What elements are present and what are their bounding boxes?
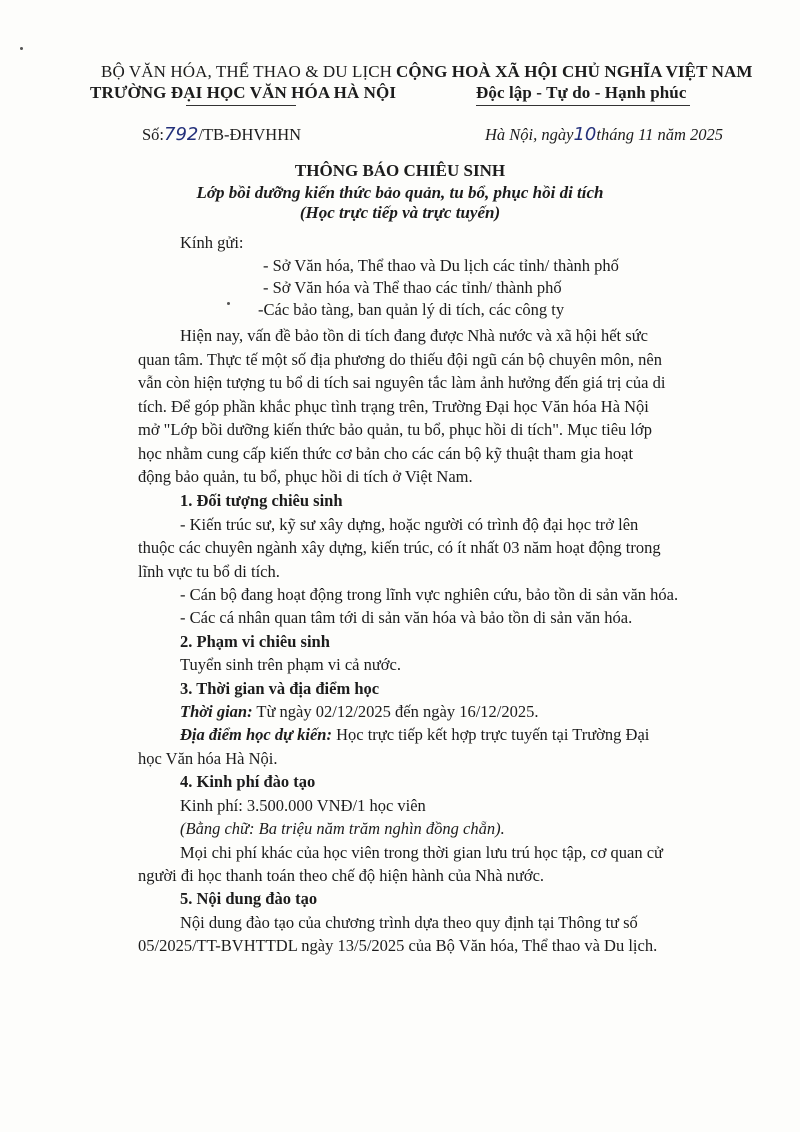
recipient-item: - Sở Văn hóa, Thể thao và Du lịch các tỉnh/ thành phố bbox=[263, 256, 619, 275]
section-1-line: thuộc các chuyên ngành xây dựng, kiến trúc, có ít nhất 03 năm hoạt động trong bbox=[138, 538, 661, 557]
intro-line: quan tâm. Thực tế một số địa phương do thiếu đội ngũ cán bộ chuyên môn, nên bbox=[138, 350, 662, 369]
intro-line: động bảo quản, tu bổ, phục hồi di tích ở Việt Nam. bbox=[138, 467, 473, 486]
place-value: Học trực tiếp kết hợp trực tuyến tại Trường Đại bbox=[331, 725, 650, 744]
notice-title: THÔNG BÁO CHIÊU SINH bbox=[294, 161, 506, 180]
motto-underline bbox=[476, 105, 690, 106]
intro-line: Hiện nay, vấn đề bảo tồn di tích đang được Nhà nước và xã hội hết sức bbox=[180, 326, 648, 345]
national-motto: Độc lập - Tự do - Hạnh phúc bbox=[476, 83, 687, 102]
section-5-line: Nội dung đào tạo của chương trình dựa theo quy định tại Thông tư số bbox=[180, 913, 638, 932]
scan-speck bbox=[227, 302, 230, 305]
handwritten-number: 792 bbox=[164, 124, 199, 145]
section-1-heading: 1. Đối tượng chiêu sinh bbox=[180, 491, 343, 510]
section-1-line: - Các cá nhân quan tâm tới di sản văn hóa và bảo tồn di sản văn hóa. bbox=[180, 608, 633, 627]
issue-date bbox=[485, 124, 723, 145]
university-underline bbox=[186, 105, 296, 106]
section-1-line: - Cán bộ đang hoạt động trong lĩnh vực nghiên cứu, bảo tồn di sản văn hóa. bbox=[180, 585, 679, 604]
ministry-name: BỘ VĂN HÓA, THỂ THAO & DU LỊCH bbox=[101, 62, 393, 81]
republic-name: CỘNG HOÀ XÃ HỘI CHỦ NGHĨA VIỆT NAM bbox=[396, 62, 753, 81]
handwritten-day: 10 bbox=[573, 124, 597, 145]
reference-number bbox=[142, 124, 301, 145]
section-5-heading: 5. Nội dung đào tạo bbox=[180, 889, 318, 908]
date-place: Hà Nội, ngày bbox=[485, 125, 574, 144]
reference-suffix: /TB-ĐHVHHN bbox=[198, 125, 302, 144]
intro-line: tích. Để góp phần khắc phục tình trạng trên, Trường Đại học Văn hóa Hà Nội bbox=[138, 397, 649, 416]
section-3-heading: 3. Thời gian và địa điểm học bbox=[180, 679, 380, 698]
notice-mode: (Học trực tiếp và trực tuyến) bbox=[299, 203, 501, 222]
tuition-fee: Kinh phí: 3.500.000 VNĐ/1 học viên bbox=[180, 796, 426, 815]
tuition-fee-words: (Bằng chữ: Ba triệu năm trăm nghìn đồng chẵn). bbox=[180, 819, 505, 838]
recipient-item: -Các bảo tàng, ban quản lý di tích, các công ty bbox=[258, 300, 565, 319]
section-1-line: - Kiến trúc sư, kỹ sư xây dựng, hoặc người có trình độ đại học trở lên bbox=[180, 515, 639, 534]
date-rest: tháng 11 năm 2025 bbox=[596, 125, 724, 144]
section-2-heading: 2. Phạm vi chiêu sinh bbox=[180, 632, 330, 651]
reference-prefix: Số: bbox=[142, 125, 165, 144]
intro-line: vẫn còn hiện tượng tu bổ di tích sai nguyên tắc làm ảnh hưởng đến giá trị của di bbox=[138, 373, 666, 392]
time-label: Thời gian: bbox=[180, 702, 253, 721]
study-place bbox=[180, 725, 649, 745]
intro-line: mở "Lớp bồi dưỡng kiến thức bảo quản, tu bổ, phục hồi di tích". Mục tiêu lớp bbox=[138, 420, 652, 439]
other-costs-line: Mọi chi phí khác của học viên trong thời gian lưu trú học tập, cơ quan cử bbox=[180, 843, 664, 862]
place-label: Địa điểm học dự kiến: bbox=[180, 725, 332, 744]
section-2-line: Tuyển sinh trên phạm vi cả nước. bbox=[180, 655, 401, 674]
intro-line: học nhằm cung cấp kiến thức cơ bản cho các cán bộ kỹ thuật tham gia hoạt bbox=[138, 444, 634, 463]
section-4-heading: 4. Kinh phí đào tạo bbox=[180, 772, 316, 791]
time-value: Từ ngày 02/12/2025 đến ngày 16/12/2025. bbox=[252, 702, 539, 721]
other-costs-line: người đi học thanh toán theo chế độ hiện hành của Nhà nước. bbox=[138, 866, 545, 885]
greeting: Kính gửi: bbox=[180, 233, 244, 252]
study-place-cont: học Văn hóa Hà Nội. bbox=[138, 749, 278, 768]
study-time bbox=[180, 702, 538, 722]
recipient-item: - Sở Văn hóa và Thể thao các tỉnh/ thành phố bbox=[263, 278, 562, 297]
university-name: TRƯỜNG ĐẠI HỌC VĂN HÓA HÀ NỘI bbox=[90, 83, 397, 102]
notice-subtitle: Lớp bồi dưỡng kiến thức bảo quản, tu bổ, phục hồi di tích bbox=[196, 183, 604, 202]
section-1-line: lĩnh vực tu bổ di tích. bbox=[138, 562, 280, 581]
section-5-line: 05/2025/TT-BVHTTDL ngày 13/5/2025 của Bộ Văn hóa, Thể thao và Du lịch. bbox=[138, 936, 658, 955]
scan-speck bbox=[20, 47, 23, 50]
